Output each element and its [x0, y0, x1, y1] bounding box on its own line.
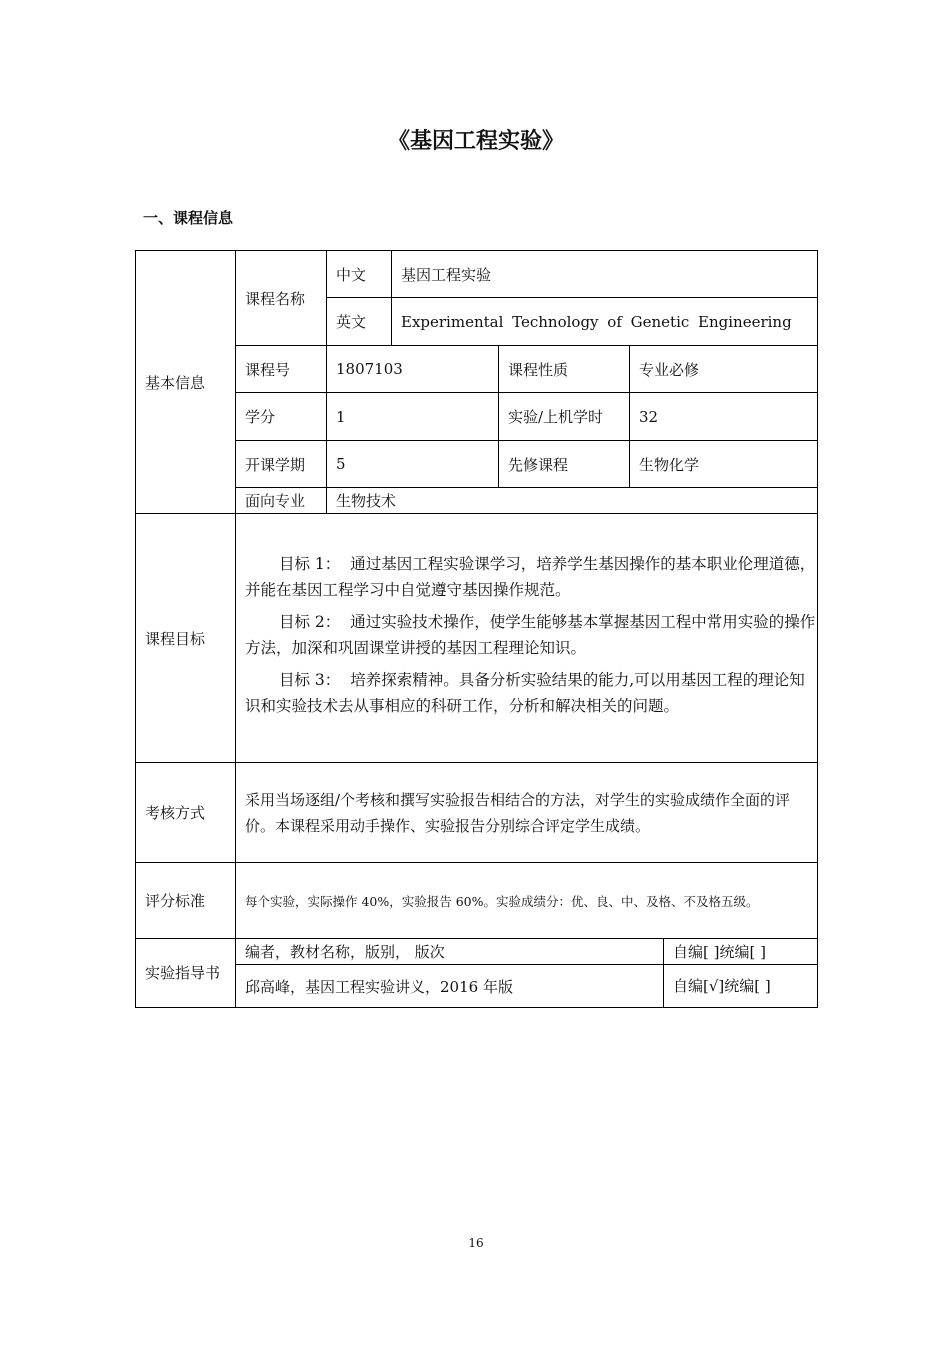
section-heading: 一、课程信息	[143, 209, 234, 227]
course-info-table	[135, 250, 818, 1008]
english-name: Experimental Technology of Genetic Engineering	[392, 298, 818, 346]
credit-value: 1	[327, 393, 499, 441]
assessment-text: 采用当场逐组/个考核和撰写实验报告相结合的方法，对学生的实验成绩作全面的评价。本课程采用动手操作、实验报告分别综合评定学生成绩。	[236, 763, 818, 863]
major-value: 生物技术	[327, 488, 818, 514]
grading-label: 评分标准	[136, 863, 236, 939]
assessment-label: 考核方式	[136, 763, 236, 863]
guide-book-label: 实验指导书	[136, 939, 236, 1008]
semester-value: 5	[327, 441, 499, 488]
course-no-value: 1807103	[327, 346, 499, 393]
english-label: 英文	[327, 298, 392, 346]
prereq-value: 生物化学	[630, 441, 818, 488]
guide-book-status: 自编[√]统编[ ]	[664, 965, 818, 1008]
course-no-label: 课程号	[236, 346, 327, 393]
course-nature-label: 课程性质	[499, 346, 630, 393]
page-number: 16	[468, 1236, 484, 1250]
objectives-label: 课程目标	[136, 514, 236, 763]
objective-item: 目标 1： 通过基因工程实验课学习，培养学生基因操作的基本职业伦理道德，并能在基因工程学习中自觉遵守基因操作规范。	[245, 555, 816, 599]
credit-label: 学分	[236, 393, 327, 441]
guide-book-header-status: 自编[ ]统编[ ]	[664, 939, 818, 965]
hours-value: 32	[630, 393, 818, 441]
course-nature-value: 专业必修	[630, 346, 818, 393]
guide-book-header: 编者，教材名称，版别， 版次	[236, 939, 664, 965]
hours-label: 实验/上机学时	[499, 393, 630, 441]
guide-book-title: 邱高峰，基因工程实验讲义，2016 年版	[236, 965, 664, 1008]
chinese-label: 中文	[327, 251, 392, 298]
document-title: 《基因工程实验》	[387, 129, 564, 154]
major-label: 面向专业	[236, 488, 327, 514]
chinese-name: 基因工程实验	[392, 251, 818, 298]
objectives-content	[236, 514, 818, 763]
basic-info-label: 基本信息	[136, 251, 236, 514]
prereq-label: 先修课程	[499, 441, 630, 488]
grading-text: 每个实验，实际操作 40%，实验报告 60%。实验成绩分：优、良、中、及格、不及格五级。	[236, 863, 818, 939]
objective-item: 目标 3： 培养探索精神。具备分析实验结果的能力,可以用基因工程的理论知识和实验技术去从事相应的科研工作，分析和解决相关的问题。	[245, 671, 805, 715]
objective-item: 目标 2： 通过实验技术操作，使学生能够基本掌握基因工程中常用实验的操作方法，加深和巩固课堂讲授的基因工程理论知识。	[245, 613, 816, 657]
semester-label: 开课学期	[236, 441, 327, 488]
course-name-label: 课程名称	[236, 251, 327, 346]
